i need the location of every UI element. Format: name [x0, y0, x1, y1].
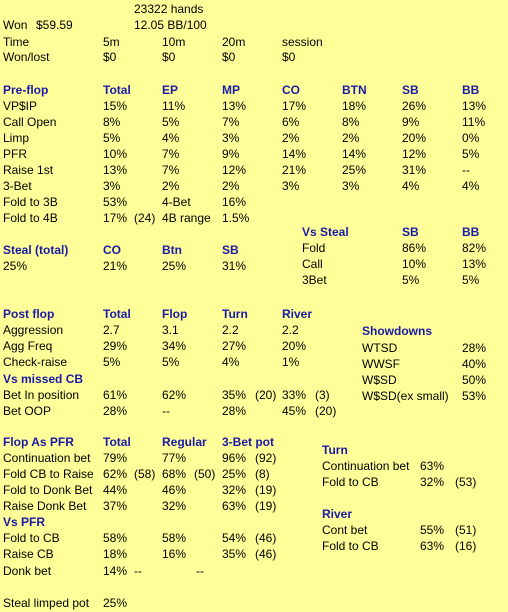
vs-pfr-row-label: Fold to CB	[3, 531, 60, 545]
postflop-row-value: 5%	[103, 355, 121, 369]
preflop-row-value: 5%	[103, 131, 121, 145]
preflop-row-label: PFR	[3, 147, 27, 161]
vs-steal-row-label: Fold	[302, 241, 326, 255]
vs-steal-row-value: 82%	[462, 241, 487, 255]
showdown-row-label: W$SD(ex small)	[362, 389, 449, 403]
vs-pfr-row-value: 18%	[103, 547, 128, 561]
flop-pfr-row-label: Continuation bet	[3, 451, 91, 465]
missed-cb-row-label: Bet OOP	[3, 404, 52, 418]
flop-pfr-col-regular: Regular	[162, 435, 207, 449]
vs-steal-row-value: 86%	[402, 241, 427, 255]
river-row-value: 55%	[420, 523, 445, 537]
preflop-row-value: 7%	[222, 115, 240, 129]
river-row-value: (16)	[455, 539, 477, 553]
river-row-label: Fold to CB	[322, 539, 379, 553]
flop-pfr-row-value: 63%	[222, 499, 247, 513]
preflop-col-ep: EP	[162, 83, 179, 97]
preflop-row-value: 9%	[402, 115, 420, 129]
preflop-col-btn: BTN	[342, 83, 367, 97]
vs-pfr-row-value: 35%	[222, 547, 247, 561]
flop-pfr-row-value: 62%	[103, 467, 128, 481]
turn-row-label: Fold to CB	[322, 475, 379, 489]
preflop-col-bb: BB	[462, 83, 480, 97]
vs-steal-row-value: 13%	[462, 257, 487, 271]
preflop-row-value: 18%	[342, 99, 367, 113]
preflop-row-value: 2%	[342, 131, 360, 145]
wonlost-session: $0	[282, 50, 296, 64]
steal-total-value: 25%	[3, 259, 28, 273]
vs-steal-col-bb: BB	[462, 225, 480, 239]
postflop-row-label: Check-raise	[3, 355, 68, 369]
flop-pfr-row-value: 79%	[103, 451, 128, 465]
river-title: River	[322, 507, 353, 521]
flop-pfr-row-label: Raise Donk Bet	[3, 499, 87, 513]
preflop-row-value: 12%	[402, 147, 427, 161]
preflop-row-value: 3%	[222, 131, 240, 145]
steal-limped-value: 25%	[103, 596, 128, 610]
bb-per-100: 12.05 BB/100	[134, 18, 207, 32]
preflop-row-value: 0%	[462, 131, 480, 145]
postflop-row-value: 20%	[282, 339, 307, 353]
flop-pfr-row-value: 68%	[162, 467, 187, 481]
flop-pfr-row-value: 32%	[222, 483, 247, 497]
missed-cb-row-value: (3)	[315, 388, 330, 402]
preflop-row-value: 5%	[462, 147, 480, 161]
preflop-row-value: 4%	[402, 179, 420, 193]
river-row-label: Cont bet	[322, 523, 368, 537]
wonlost-5m: $0	[103, 50, 117, 64]
preflop-row-value: 15%	[103, 99, 128, 113]
preflop-row-label: Raise 1st	[3, 163, 54, 177]
showdown-row-value: 40%	[462, 357, 487, 371]
steal-co-value: 21%	[103, 259, 128, 273]
river-row-value: 63%	[420, 539, 445, 553]
postflop-row-value: 2.2	[282, 323, 299, 337]
preflop-col-total: Total	[103, 83, 131, 97]
flop-pfr-row-value: 32%	[162, 499, 187, 513]
vs-steal-row-value: 10%	[402, 257, 427, 271]
postflop-row-value: 3.1	[162, 323, 179, 337]
period-10m: 10m	[162, 35, 186, 49]
preflop-row-value: --	[462, 163, 470, 177]
postflop-title: Post flop	[3, 307, 55, 321]
turn-row-label: Continuation bet	[322, 459, 410, 473]
vs-pfr-row-value: 54%	[222, 531, 247, 545]
steal-col-sb: SB	[222, 243, 239, 257]
preflop-row-label: 3-Bet	[3, 179, 32, 193]
showdowns-title: Showdowns	[362, 324, 432, 338]
turn-row-value: 32%	[420, 475, 445, 489]
fold3b-value: 53%	[103, 195, 128, 209]
hands-count: 23322 hands	[134, 2, 204, 16]
flop-pfr-row-value: (8)	[255, 467, 270, 481]
steal-col-co: CO	[103, 243, 121, 257]
preflop-row-value: 4%	[462, 179, 480, 193]
preflop-row-value: 9%	[222, 147, 240, 161]
missed-cb-row-value: 33%	[282, 388, 307, 402]
preflop-row-value: 26%	[402, 99, 427, 113]
wonlost-label: Won/lost	[3, 50, 50, 64]
fourbet-range-label: 4B range	[162, 211, 211, 225]
fold4b-count: (24)	[134, 211, 156, 225]
postflop-row-value: 27%	[222, 339, 247, 353]
fourbet-range-value: 1.5%	[222, 211, 250, 225]
period-5m: 5m	[103, 35, 120, 49]
preflop-col-mp: MP	[222, 83, 240, 97]
preflop-row-value: 14%	[282, 147, 307, 161]
showdown-row-label: WTSD	[362, 341, 398, 355]
fold4b-label: Fold to 4B	[3, 211, 58, 225]
fourbet-label: 4-Bet	[162, 195, 191, 209]
postflop-row-value: 34%	[162, 339, 187, 353]
vs-pfr-row-label: Raise CB	[3, 547, 54, 561]
preflop-col-sb: SB	[402, 83, 419, 97]
flop-pfr-row-value: (92)	[255, 451, 277, 465]
vs-steal-col-sb: SB	[402, 225, 419, 239]
showdown-row-value: 28%	[462, 341, 487, 355]
preflop-row-value: 3%	[342, 179, 360, 193]
vs-pfr-row-label: Donk bet	[3, 564, 52, 578]
won-value: $59.59	[36, 18, 73, 32]
vs-pfr-row-value: (46)	[255, 547, 277, 561]
vs-pfr-row-value: (46)	[255, 531, 277, 545]
postflop-col-flop: Flop	[162, 307, 188, 321]
preflop-row-value: 12%	[222, 163, 247, 177]
turn-row-value: (53)	[455, 475, 477, 489]
postflop-row-label: Agg Freq	[3, 339, 53, 353]
wonlost-10m: $0	[162, 50, 176, 64]
preflop-col-co: CO	[282, 83, 300, 97]
period-session: session	[282, 35, 323, 49]
river-row-value: (51)	[455, 523, 477, 537]
preflop-row-value: 8%	[103, 115, 121, 129]
preflop-row-value: 20%	[402, 131, 427, 145]
missed-cb-row-value: (20)	[255, 388, 277, 402]
showdown-row-value: 50%	[462, 373, 487, 387]
missed-cb-row-value: (20)	[315, 404, 337, 418]
vs-steal-row-label: Call	[302, 257, 323, 271]
steal-btn-value: 25%	[162, 259, 187, 273]
showdown-row-label: WWSF	[362, 357, 400, 371]
vs-pfr-row-value: 14%	[103, 564, 128, 578]
fold4b-value: 17%	[103, 211, 128, 225]
preflop-row-value: 17%	[282, 99, 307, 113]
preflop-row-value: 2%	[222, 179, 240, 193]
postflop-row-value: 29%	[103, 339, 128, 353]
preflop-row-value: 21%	[282, 163, 307, 177]
wonlost-20m: $0	[222, 50, 236, 64]
flop-pfr-row-value: 77%	[162, 451, 187, 465]
vs-pfr-row-value: 16%	[162, 547, 187, 561]
flop-pfr-col-3bet: 3-Bet pot	[222, 435, 274, 449]
showdown-row-label: W$SD	[362, 373, 397, 387]
preflop-row-label: VP$IP	[3, 99, 38, 113]
preflop-row-label: Call Open	[3, 115, 57, 129]
missed-cb-row-value: 45%	[282, 404, 307, 418]
flop-pfr-row-value: 46%	[162, 483, 187, 497]
preflop-row-value: 8%	[342, 115, 360, 129]
preflop-row-value: 13%	[222, 99, 247, 113]
vs-pfr-row-value: 58%	[103, 531, 128, 545]
postflop-row-value: 5%	[162, 355, 180, 369]
vs-pfr-title: Vs PFR	[3, 515, 46, 529]
preflop-row-value: 6%	[282, 115, 300, 129]
preflop-row-value: 11%	[462, 115, 486, 129]
preflop-row-value: 10%	[103, 147, 128, 161]
flop-pfr-row-label: Fold to Donk Bet	[3, 483, 93, 497]
postflop-col-total: Total	[103, 307, 131, 321]
flop-pfr-row-value: 44%	[103, 483, 128, 497]
vs-pfr-row-value: --	[134, 564, 142, 578]
preflop-row-value: 5%	[162, 115, 180, 129]
vs-pfr-row-value: 58%	[162, 531, 187, 545]
missed-cb-title: Vs missed CB	[3, 372, 84, 386]
flop-pfr-row-value: (50)	[194, 467, 216, 481]
fold3b-label: Fold to 3B	[3, 195, 58, 209]
steal-limped-label: Steal limped pot	[3, 596, 90, 610]
postflop-row-label: Aggression	[3, 323, 64, 337]
postflop-row-value: 1%	[282, 355, 300, 369]
preflop-row-value: 31%	[402, 163, 427, 177]
missed-cb-row-value: 62%	[162, 388, 187, 402]
vs-steal-row-value: 5%	[462, 273, 480, 287]
preflop-row-value: 25%	[342, 163, 367, 177]
steal-title: Steal (total)	[3, 243, 69, 257]
flop-pfr-row-value: 96%	[222, 451, 247, 465]
vs-steal-row-value: 5%	[402, 273, 420, 287]
won-label: Won	[3, 18, 28, 32]
preflop-row-value: 13%	[462, 99, 487, 113]
preflop-title: Pre-flop	[3, 83, 49, 97]
preflop-row-value: 2%	[162, 179, 180, 193]
vs-steal-row-label: 3Bet	[302, 273, 327, 287]
preflop-row-value: 3%	[103, 179, 121, 193]
vs-steal-title: Vs Steal	[302, 225, 349, 239]
flop-pfr-row-value: (58)	[134, 467, 156, 481]
vs-pfr-row-value: --	[196, 564, 204, 578]
steal-col-btn: Btn	[162, 243, 182, 257]
missed-cb-row-value: 28%	[222, 404, 247, 418]
fourbet-value: 16%	[222, 195, 247, 209]
postflop-row-value: 2.7	[103, 323, 120, 337]
postflop-row-value: 2.2	[222, 323, 239, 337]
postflop-col-river: River	[282, 307, 313, 321]
flop-pfr-row-value: 37%	[103, 499, 128, 513]
preflop-row-value: 4%	[162, 131, 180, 145]
flop-pfr-row-value: 25%	[222, 467, 247, 481]
flop-pfr-row-value: (19)	[255, 483, 277, 497]
turn-row-value: 63%	[420, 459, 445, 473]
postflop-row-value: 4%	[222, 355, 240, 369]
steal-sb-value: 31%	[222, 259, 247, 273]
flop-pfr-row-label: Fold CB to Raise	[3, 467, 94, 481]
preflop-row-value: 3%	[282, 179, 300, 193]
period-20m: 20m	[222, 35, 246, 49]
preflop-row-value: 7%	[162, 163, 180, 177]
preflop-row-value: 13%	[103, 163, 128, 177]
flop-pfr-title: Flop As PFR	[3, 435, 74, 449]
missed-cb-row-value: 61%	[103, 388, 128, 402]
missed-cb-row-label: Bet In position	[3, 388, 80, 402]
showdown-row-value: 53%	[462, 389, 487, 403]
preflop-row-value: 7%	[162, 147, 180, 161]
preflop-row-label: Limp	[3, 131, 30, 145]
preflop-row-value: 2%	[282, 131, 300, 145]
preflop-row-value: 14%	[342, 147, 367, 161]
flop-pfr-col-total: Total	[103, 435, 131, 449]
turn-title: Turn	[322, 443, 348, 457]
missed-cb-row-value: --	[162, 404, 170, 418]
missed-cb-row-value: 35%	[222, 388, 247, 402]
postflop-col-turn: Turn	[222, 307, 248, 321]
time-label: Time	[3, 35, 30, 49]
missed-cb-row-value: 28%	[103, 404, 128, 418]
flop-pfr-row-value: (19)	[255, 499, 277, 513]
preflop-row-value: 11%	[162, 99, 186, 113]
